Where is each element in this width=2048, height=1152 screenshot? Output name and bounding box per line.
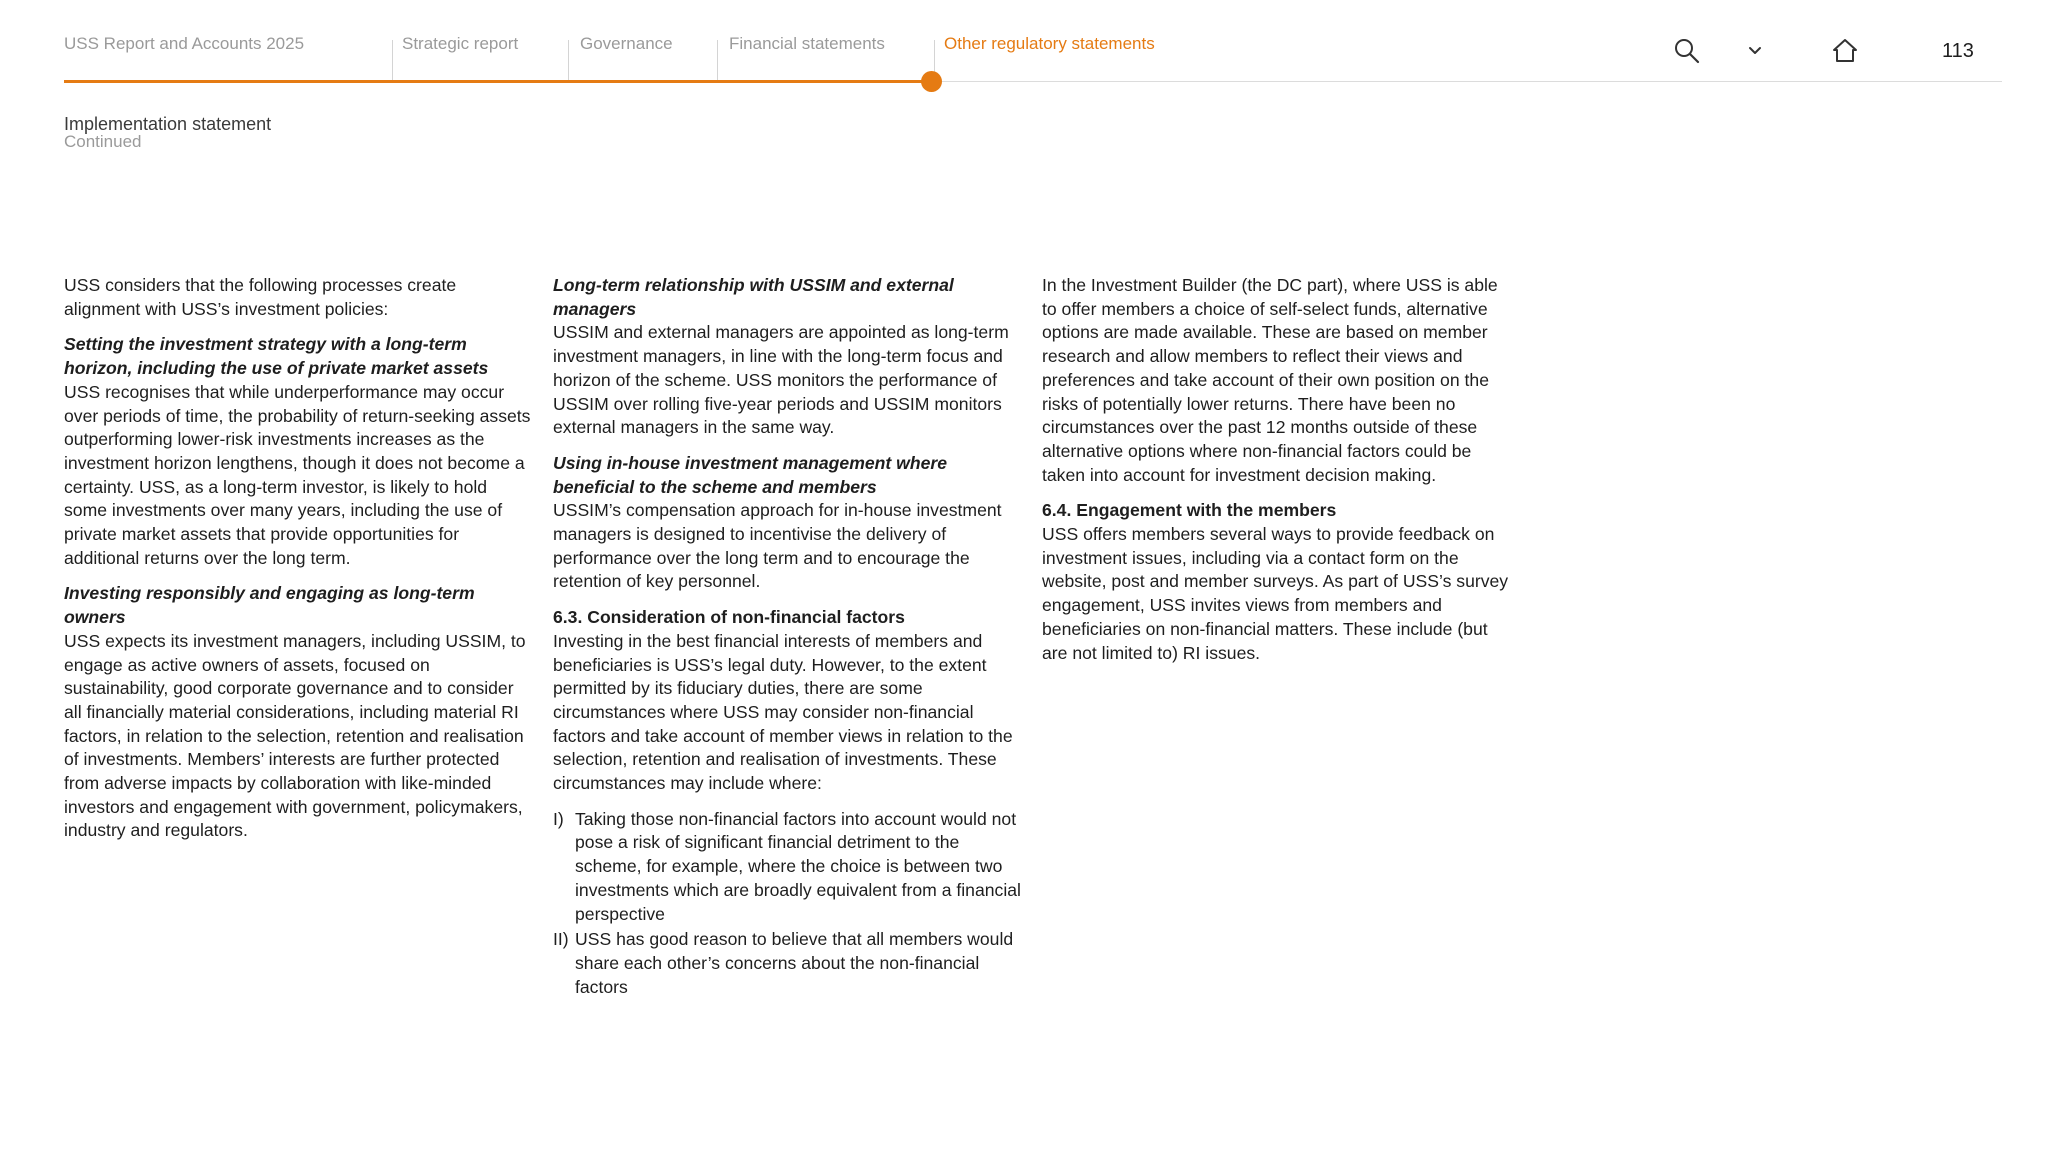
- nav-strategic-report[interactable]: Strategic report: [402, 34, 519, 53]
- nav-other-regulatory-statements[interactable]: Other regulatory statements: [944, 34, 1155, 53]
- subheading-in-house-management: Using in-house investment management where beneficial to the scheme and members: [553, 452, 947, 497]
- progress-marker: [921, 71, 942, 92]
- top-navigation: [0, 0, 2048, 90]
- list-item: [553, 928, 1023, 999]
- nav-financial-statements[interactable]: Financial statements: [729, 34, 885, 53]
- paragraph-engagement-with-members: USS offers members several ways to provide feedback on investment issues, including via a contact form on the website, post and member surveys. As part of USS’s survey engagement, USS invites views from members and beneficiaries on non-financial matters. These include (but are not limited to) RI issues.: [1042, 524, 1509, 663]
- non-financial-block: [553, 606, 1023, 796]
- subheading-responsible-investing: Investing responsibly and engaging as long-term owners: [64, 583, 475, 628]
- nav-divider: [392, 40, 393, 80]
- circumstances-list: [553, 808, 1023, 1000]
- nav-governance[interactable]: Governance: [580, 34, 673, 53]
- page-number: 113: [1942, 40, 1974, 62]
- subheading-long-term-relationship: Long-term relationship with USSIM and external managers: [553, 275, 954, 319]
- list-item-text: Taking those non-financial factors into account would not pose a risk of significant financial detriment to the scheme, for example, where the choice is between two investments which are broadly equivalent from a financial perspective: [575, 808, 1021, 924]
- text-column-3: [1042, 274, 1512, 677]
- paragraph-long-term-relationship: USSIM and external managers are appointed as long-term investment managers, in line with the long-term focus and horizon of the scheme. USS monitors the performance of USSIM over rolling five-year periods and USSIM monitors external managers in the same way.: [553, 322, 1009, 438]
- strategy-block: [64, 333, 534, 570]
- paragraph-long-term-strategy: USS recognises that while underperformance may occur over periods of time, the probability of return-seeking assets outperforming lower-risk investments increases as the investment horizon lengthens, though it does not become a certainty. USS, as a long-term investor, is likely to hold some investments over many years, including the use of private market assets that provide opportunities for additional returns over the long term.: [64, 381, 531, 568]
- heading-non-financial-factors: 6.3. Consideration of non-financial factors: [553, 607, 905, 628]
- text-column-1: [64, 274, 534, 855]
- list-item-number: II): [553, 929, 569, 950]
- paragraph-non-financial-factors: Investing in the best financial interests of members and beneficiaries is USS’s legal duty. However, to the extent permitted by its fiduciary duties, there are some circumstances where USS may consider non-financial factors and take account of member views in relation to the selection, retention and realisation of investments. These circumstances may include where:: [553, 630, 1013, 794]
- section-subtitle: Continued: [64, 132, 142, 151]
- list-item-text: USS has good reason to believe that all members would share each other’s concerns about the non-financial factors: [575, 929, 1014, 997]
- heading-engagement-with-members: 6.4. Engagement with the members: [1042, 500, 1337, 521]
- paragraph-in-house-management: USSIM’s compensation approach for in-house investment managers is designed to incentivise the delivery of performance over the long term and to encourage the retention of key personnel.: [553, 500, 1002, 592]
- intro-paragraph: USS considers that the following processes create alignment with USS’s investment policies:: [64, 275, 457, 319]
- managers-block: [553, 274, 1023, 440]
- paragraph-investment-builder: In the Investment Builder (the DC part), where USS is able to offer members a choice of self-select funds, alternative options are made available. These are based on member research and allow members to reflect their views and preferences and take account of their own position on the risks of potentially lower returns. There have been no circumstances over the past 12 months outside of these alternative options where non-financial factors could be taken into account for investment decision making.: [1042, 275, 1498, 485]
- home-icon[interactable]: [1830, 36, 1860, 66]
- section-title: Implementation statement: [64, 114, 272, 134]
- responsible-investing-block: [64, 582, 534, 843]
- nav-divider: [717, 40, 718, 80]
- paragraph-responsible-investing: USS expects its investment managers, including USSIM, to engage as active owners of assets, focused on sustainability, good corporate governance and to consider all financially material considerations, including material RI factors, in relation to the selection, retention and realisation of investments. Members’ interests are further protected from adverse impacts by collaboration with like-minded investors and engagement with government, policymakers, industry and regulators.: [64, 630, 526, 841]
- nav-divider: [568, 40, 569, 80]
- progress-rule: [64, 80, 932, 83]
- list-item-number: I): [553, 808, 564, 829]
- search-icon[interactable]: [1672, 36, 1702, 66]
- subheading-long-term-strategy: Setting the investment strategy with a long-term horizon, including the use of private market assets: [64, 334, 489, 379]
- text-column-2: [553, 274, 1023, 1001]
- chevron-down-icon[interactable]: [1740, 36, 1770, 66]
- in-house-block: [553, 452, 1023, 594]
- nav-home-title[interactable]: USS Report and Accounts 2025: [64, 34, 305, 53]
- engagement-block: [1042, 499, 1512, 665]
- list-item: [553, 808, 1023, 927]
